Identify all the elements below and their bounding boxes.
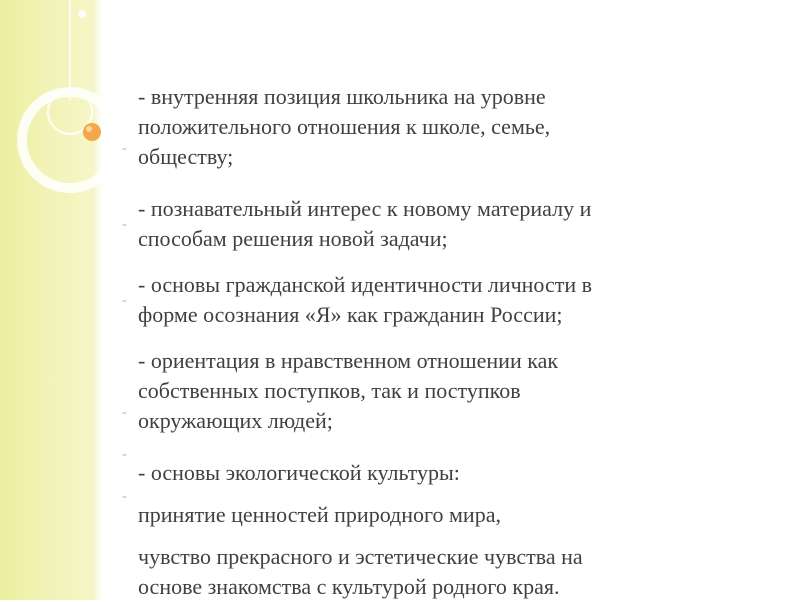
list-item-text: - основы экологической культуры: xyxy=(138,460,460,485)
list-item-text: - внутренняя позиция школьника на уровне положительного отношения к школе, семье, обществу; xyxy=(138,84,551,169)
list-item-text: чувство прекрасного и эстетические чувства на основе знакомства с культурой родного края. xyxy=(138,544,583,599)
bullet-dash: - xyxy=(122,217,127,232)
list-item xyxy=(122,482,758,602)
bullet-dash: - xyxy=(122,141,127,156)
list-item-text: - ориентация в нравственном отношении как собственных поступков, так и поступков окружающих людей; xyxy=(138,348,559,433)
list-item-text: - познавательный интерес к новому материалу и способам решения новой задачи; xyxy=(138,196,592,251)
bullet-dash: - xyxy=(122,489,127,504)
list-item-text: принятие ценностей природного мира, xyxy=(138,502,501,527)
bullet-dash: - xyxy=(122,293,127,308)
list-item-text: - основы гражданской идентичности личности в форме осознания «Я» как гражданин России; xyxy=(138,272,593,327)
bullet-dash: - xyxy=(122,447,127,462)
bullet-dash: - xyxy=(122,405,127,420)
